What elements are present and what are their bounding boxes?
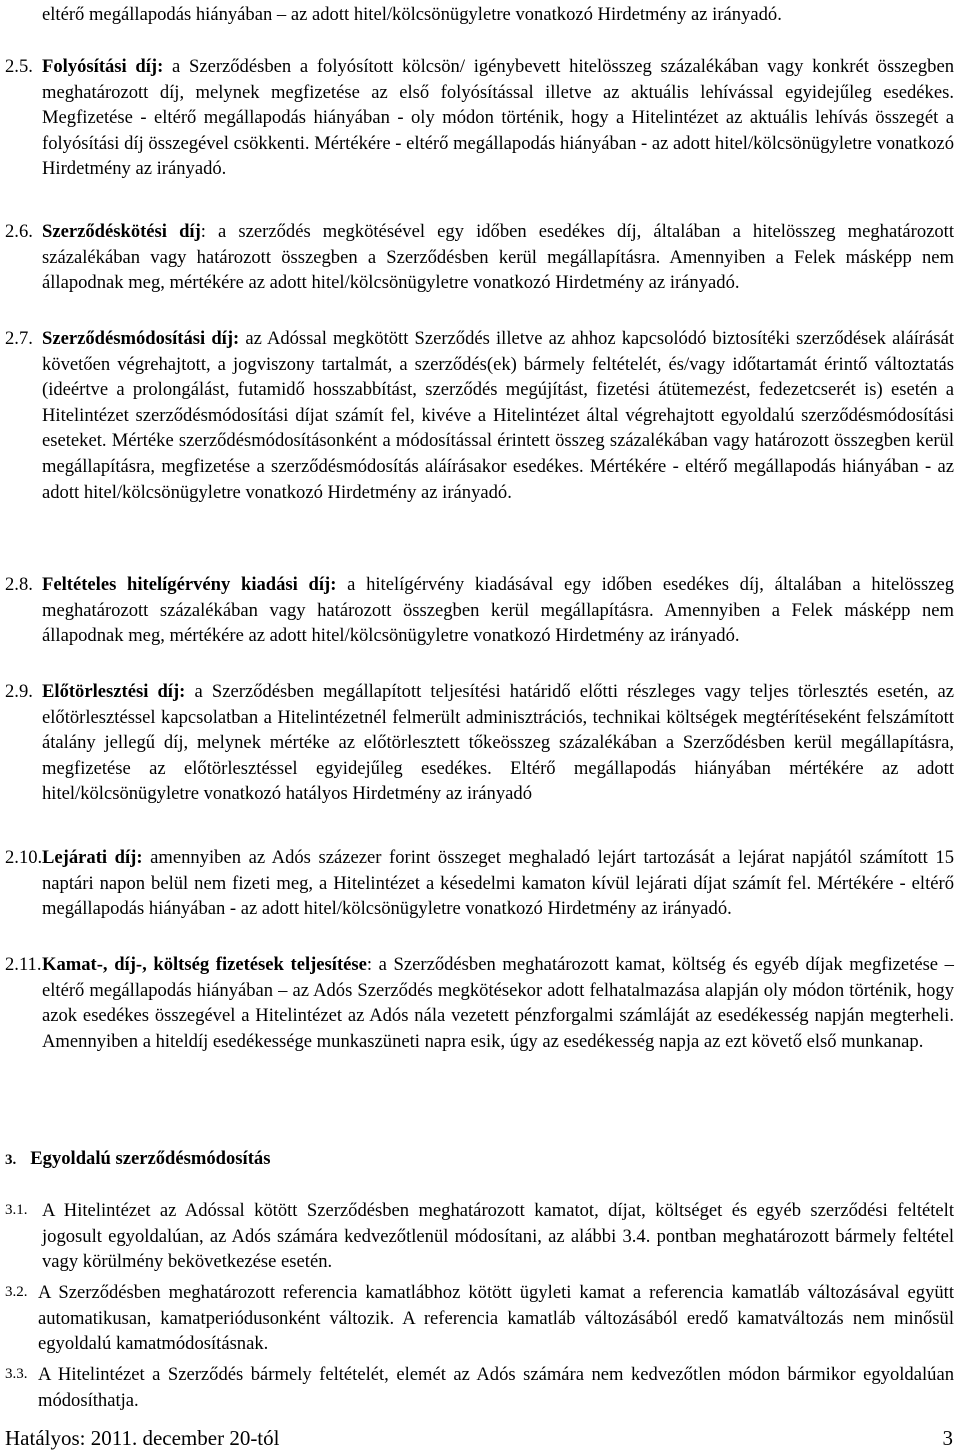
clause-body [42, 54, 954, 182]
clause-body [42, 845, 954, 922]
clause-number: 2.10. [5, 847, 43, 868]
clause-text: amennyiben az Adós százezer forint összeget meghaladó lejárt tartozását a lejárat napjától számított 15 naptári napon belül nem fizeti meg, a Hitelintézet a késedelmi kamaton kívül lejárati díjat számít fel. Mértékére - eltérő megállapodás hiányában - az adott hitel/kölcsönügyletre vonatkozó Hirdetmény az irányadó. [42, 847, 954, 920]
clause-body [42, 679, 954, 807]
clause-number: 2.8. [5, 574, 33, 595]
page-footer [5, 1424, 955, 1452]
clause-text: A Szerződésben meghatározott referencia kamatlábhoz kötött ügyleti kamat a referencia kamatláb változásával együtt automatikusan, kamatperiódusonként változik. A referencia kamatláb változásából eredő kamatváltozás nem minősül egyoldalú kamatmódosításnak. [38, 1282, 954, 1355]
clause-number: 3.1. [5, 1202, 28, 1218]
section-number: 3. [5, 1152, 17, 1168]
clause-title: Feltételes hitelígérvény kiadási díj: [42, 574, 337, 595]
clause-title: Szerződéskötési díj [42, 221, 201, 242]
clause-number: 2.11. [5, 954, 42, 975]
clause-title: Szerződésmódosítási díj: [42, 328, 240, 349]
clause-number: 2.6. [5, 221, 33, 242]
clause-number: 3.2. [5, 1284, 28, 1300]
clause-text: a Szerződésben a folyósított kölcsön/ igénybevett hitelösszeg százalékában vagy konkrét összegben meghatározott díj, melynek megfizetése az első folyósítással illetve az aktuális lehívással egyidejűleg esedékes. Megfizetése - eltérő megállapodás hiányában - oly módon történik, hogy a Hitelintézet az aktuális lehívás összegét a folyósítási díj összegével csökkenti. Mértékére - eltérő megállapodás hiányában - az adott hitel/kölcsönügyletre vonatkozó Hirdetmény az irányadó. [42, 56, 955, 180]
section-heading [5, 1146, 905, 1174]
clause-body [42, 952, 954, 1054]
clause-body [42, 326, 954, 505]
clause-title: Lejárati díj: [42, 847, 143, 868]
effective-date: Hatályos: 2011. december 20-tól [5, 1426, 280, 1450]
clause-body [42, 572, 954, 649]
clause-text: : a Szerződésben meghatározott kamat, költség és egyéb díjak megfizetése – eltérő megállapodás hiányában – az Adós Szerződés megkötésekor adott felhatalmazása alapján oly módon történik, hogy azok esedékes összegével a Hitelintézet az Adós nála vezetett pénzforgalmi számláját az esedékesség napján megterheli. Amennyiben a hiteldíj esedékessége munkaszüneti napra esik, úgy az esedékesség napja az ezt követő első munkanap. [42, 954, 954, 1052]
clause-number: 2.7. [5, 328, 33, 349]
clause-number: 2.9. [5, 681, 33, 702]
clause-title: Előtörlesztési díj: [42, 681, 186, 702]
clause-title: Folyósítási díj: [42, 56, 164, 77]
section-title: Egyoldalú szerződésmódosítás [30, 1148, 271, 1169]
clause-text: A Hitelintézet az Adóssal kötött Szerződésben meghatározott kamatot, díjat, költséget és egyéb szerződési feltételt jogosult egyoldalúan, az Adós számára kedvezőtlenül módosítani, az alábbi 3.4. pontban meghatározott bármely feltétel vagy körülmény bekövetkezése esetén. [42, 1200, 954, 1273]
page-number: 3 [942, 1426, 953, 1450]
clause-text: A Hitelintézet a Szerződés bármely feltételét, elemét az Adós számára nem kedvezőtlen módon bármikor egyoldalúan módosíthatja. [38, 1364, 954, 1411]
clause-number: 3.3. [5, 1366, 28, 1382]
clause-title: Kamat-, díj-, költség fizetések teljesítése [42, 954, 367, 975]
clause-text: : a szerződés megkötésével egy időben esedékes díj, általában a hitelösszeg meghatározott százalékában vagy határozott összegben a Szerződésben kerül megállapításra. Amennyiben a Felek másképp nem állapodnak meg, mértékére az adott hitel/kölcsönügyletre vonatkozó Hirdetmény az irányadó. [42, 221, 955, 294]
clause-text: a Szerződésben megállapított teljesítési határidő előtti részleges vagy teljes törlesztés esetén, az előtörlesztéssel kapcsolatban a Hitelintézetnél felmerült adminisztrációs, technikai költségek megtérítéseként felszámított átalány jellegű díj, melynek mértéke az előtörlesztett tőkeösszeg százalékában a Szerződésben kerül megállapításra, megfizetése az előtörlesztéssel egyidejűleg esedékes. Eltérő megállapodás hiányában mértékére az adott hitel/kölcsönügyletre vonatkozó hatályos Hirdetmény az irányadó [42, 681, 954, 805]
continuation-paragraph: eltérő megállapodás hiányában – az adott hitel/kölcsönügyletre vonatkozó Hirdetmény az irányadó. [42, 4, 782, 25]
clause-number: 2.5. [5, 56, 33, 77]
clause-body [42, 219, 954, 296]
clause-text: az Adóssal megkötött Szerződés illetve az ahhoz kapcsolódó biztosítéki szerződések aláírását követően végrehajtott, a jogviszony tartalmát, a szerződés(ek) bármely feltételét, és/vagy időtartamát érintő változtatás (ideértve a prolongálást, futamidő hosszabbítást, szerződés megújítást, fizetési átütemezést, fedezetcserét is) esetén a Hitelintézet szerződésmódosítási díjat számít fel, kivéve a Hitelintézet által végrehajtott egyoldalú szerződésmódosítási eseteket. Mértéke szerződésmódosításonként a módosítással érintett összeg százalékában vagy határozott összegben kerül megállapításra, megfizetése a szerződésmódosítás aláírásakor esedékes. Mértékére - eltérő megállapodás hiányában - az adott hitel/kölcsönügyletre vonatkozó Hirdetmény az irányadó. [42, 328, 955, 503]
clause-text: a hitelígérvény kiadásával egy időben esedékes díj, általában a hitelösszeg meghatározott százalékában vagy határozott összegben kerül megállapításra. Amennyiben a Felek másképp nem állapodnak meg, mértékére az adott hitel/kölcsönügyletre vonatkozó Hirdetmény az irányadó. [42, 574, 954, 647]
